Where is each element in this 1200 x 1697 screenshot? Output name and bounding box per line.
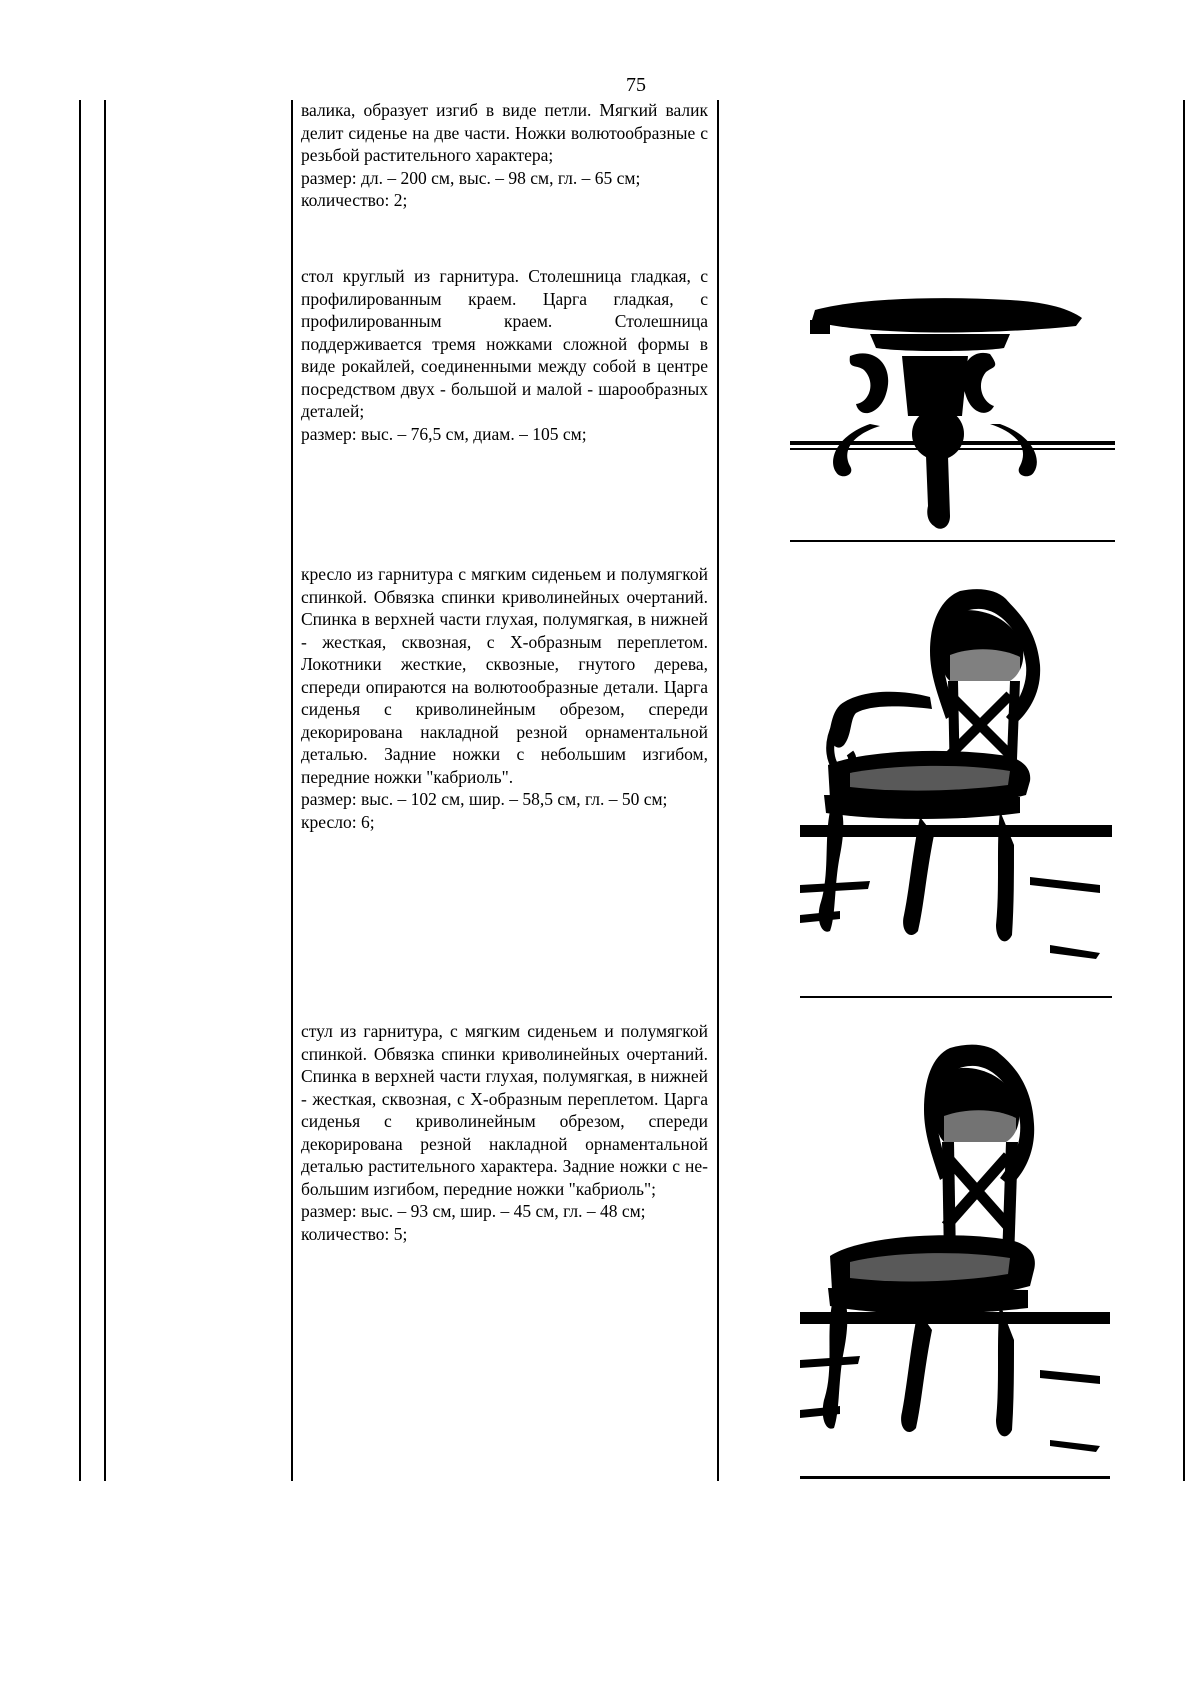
table-rule-desc-right bbox=[717, 100, 719, 1481]
round-table-photo bbox=[790, 296, 1115, 542]
entry-description: стол круглый из гарнитура. Столешница гладкая, с профилированным краем. Царга гладкая, с профилированным краем. Столешница поддерживается тремя ножками сложной формы в виде рокайлей, соединенными между собой в центре посредством двух - большой и малой - шарообразных деталей; bbox=[301, 266, 708, 421]
entry-size: размер: выс. – 93 см, шир. – 45 см, гл. – 48 см; bbox=[301, 1201, 646, 1221]
entry-armchair bbox=[301, 563, 708, 833]
page-number: 75 bbox=[626, 74, 646, 96]
table-rule-right bbox=[1183, 100, 1185, 1481]
entry-quantity: количество: 5; bbox=[301, 1223, 408, 1244]
armchair-photo bbox=[800, 585, 1112, 998]
table-rule-left-outer bbox=[79, 100, 81, 1481]
entry-round-table bbox=[301, 265, 708, 445]
entry-quantity: кресло: 6; bbox=[301, 811, 375, 832]
entry-size: размер: выс. – 102 см, шир. – 58,5 см, гл. – 50 см; bbox=[301, 789, 668, 809]
entry-quantity: количество: 2; bbox=[301, 190, 408, 210]
chair-photo bbox=[800, 1040, 1110, 1480]
entry-size: размер: выс. – 76,5 см, диам. – 105 см; bbox=[301, 423, 587, 444]
table-rule-desc-left bbox=[291, 100, 293, 1481]
entry-sofa-continuation bbox=[301, 99, 708, 212]
entry-description: кресло из гарнитура с мягким сиденьем и полумягкой спинкой. Обвязка спинки криволинейных очертаний. Спинка в верхней части глухая, полумягкая, в нижней - жесткая, сквозная, с Х-образным переплетом. Локотники жесткие, сквозные, гнутого дерева, спереди опираются на волютообразные детали. Царга сиденья с криволинейным обрезом, спереди декорирована накладной резной орнаментальной деталью. Задние ножки с небольшим изгибом, передние ножки "кабриоль". bbox=[301, 564, 708, 787]
table-rule-left-inner bbox=[104, 100, 106, 1481]
entry-description: стул из гарнитура, с мягким сиденьем и полумягкой спинкой. Обвязка спинки криволинейных очертаний. Спинка в верхней части глухая, полумягкая, в нижней - жесткая, сквозная, с Х-образным переплетом. Царга сиденья с криволинейным обрезом, спереди декорирована резной накладной орнаментальной деталью растительного характера. Задние ножки с не- большим изгибом, передние ножки "кабриоль"; bbox=[301, 1021, 708, 1199]
entry-size: размер: дл. – 200 см, выс. – 98 см, гл. – 65 см; bbox=[301, 167, 641, 188]
entry-chair bbox=[301, 1020, 708, 1245]
entry-description: валика, образует изгиб в виде петли. Мягкий валик делит сиденье на две части. Ножки волютообразные с резьбой растительного характера; bbox=[301, 100, 708, 165]
